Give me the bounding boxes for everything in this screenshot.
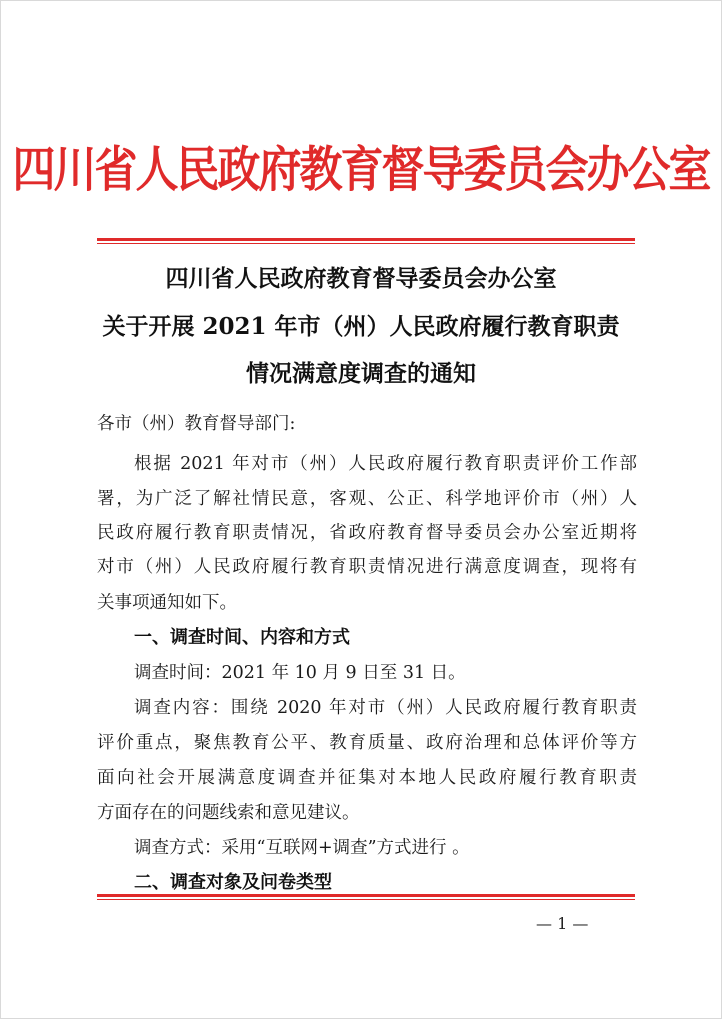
survey-time: 调查时间：2021 年 10 月 9 日至 31 日。 bbox=[134, 663, 466, 683]
doc-title-line-3: 情况满意度调查的通知 bbox=[246, 360, 476, 387]
intro-line-3: 民政府履行教育职责情况，省政府教育督导委员会办公室近期将 bbox=[97, 523, 637, 543]
letterhead-red-rule bbox=[97, 238, 635, 244]
page-number: — 1 — bbox=[536, 914, 589, 933]
section-1-heading: 一、调查时间、内容和方式 bbox=[134, 627, 350, 648]
letterhead-org-name: 四川省人民政府教育督导委员会办公室 bbox=[12, 142, 710, 199]
doc-title-line-1: 四川省人民政府教育督导委员会办公室 bbox=[165, 265, 557, 292]
content-line-1: 调查内容：围绕 2020 年对市（州）人民政府履行教育职责 bbox=[134, 698, 637, 718]
doc-title-line-2: 关于开展 2021 年市（州）人民政府履行教育职责 bbox=[102, 313, 620, 340]
footer-red-rule bbox=[97, 894, 635, 900]
intro-line-2: 署，为广泛了解社情民意，客观、公正、科学地评价市（州）人 bbox=[97, 489, 637, 509]
intro-line-5: 关事项通知如下。 bbox=[97, 593, 237, 613]
content-line-4: 方面存在的问题线索和意见建议。 bbox=[97, 803, 360, 823]
content-line-3: 面向社会开展满意度调查并征集对本地人民政府履行教育职责 bbox=[97, 768, 637, 788]
intro-line-4: 对市（州）人民政府履行教育职责情况进行满意度调查，现将有 bbox=[97, 557, 637, 577]
intro-line-1: 根据 2021 年对市（州）人民政府履行教育职责评价工作部 bbox=[134, 454, 637, 474]
survey-method: 调查方式：采用“互联网+调查”方式进行 。 bbox=[134, 838, 470, 858]
section-2-heading: 二、调查对象及问卷类型 bbox=[134, 872, 332, 893]
salutation: 各市（州）教育督导部门: bbox=[97, 414, 296, 434]
content-line-2: 评价重点，聚焦教育公平、教育质量、政府治理和总体评价等方 bbox=[97, 733, 637, 753]
